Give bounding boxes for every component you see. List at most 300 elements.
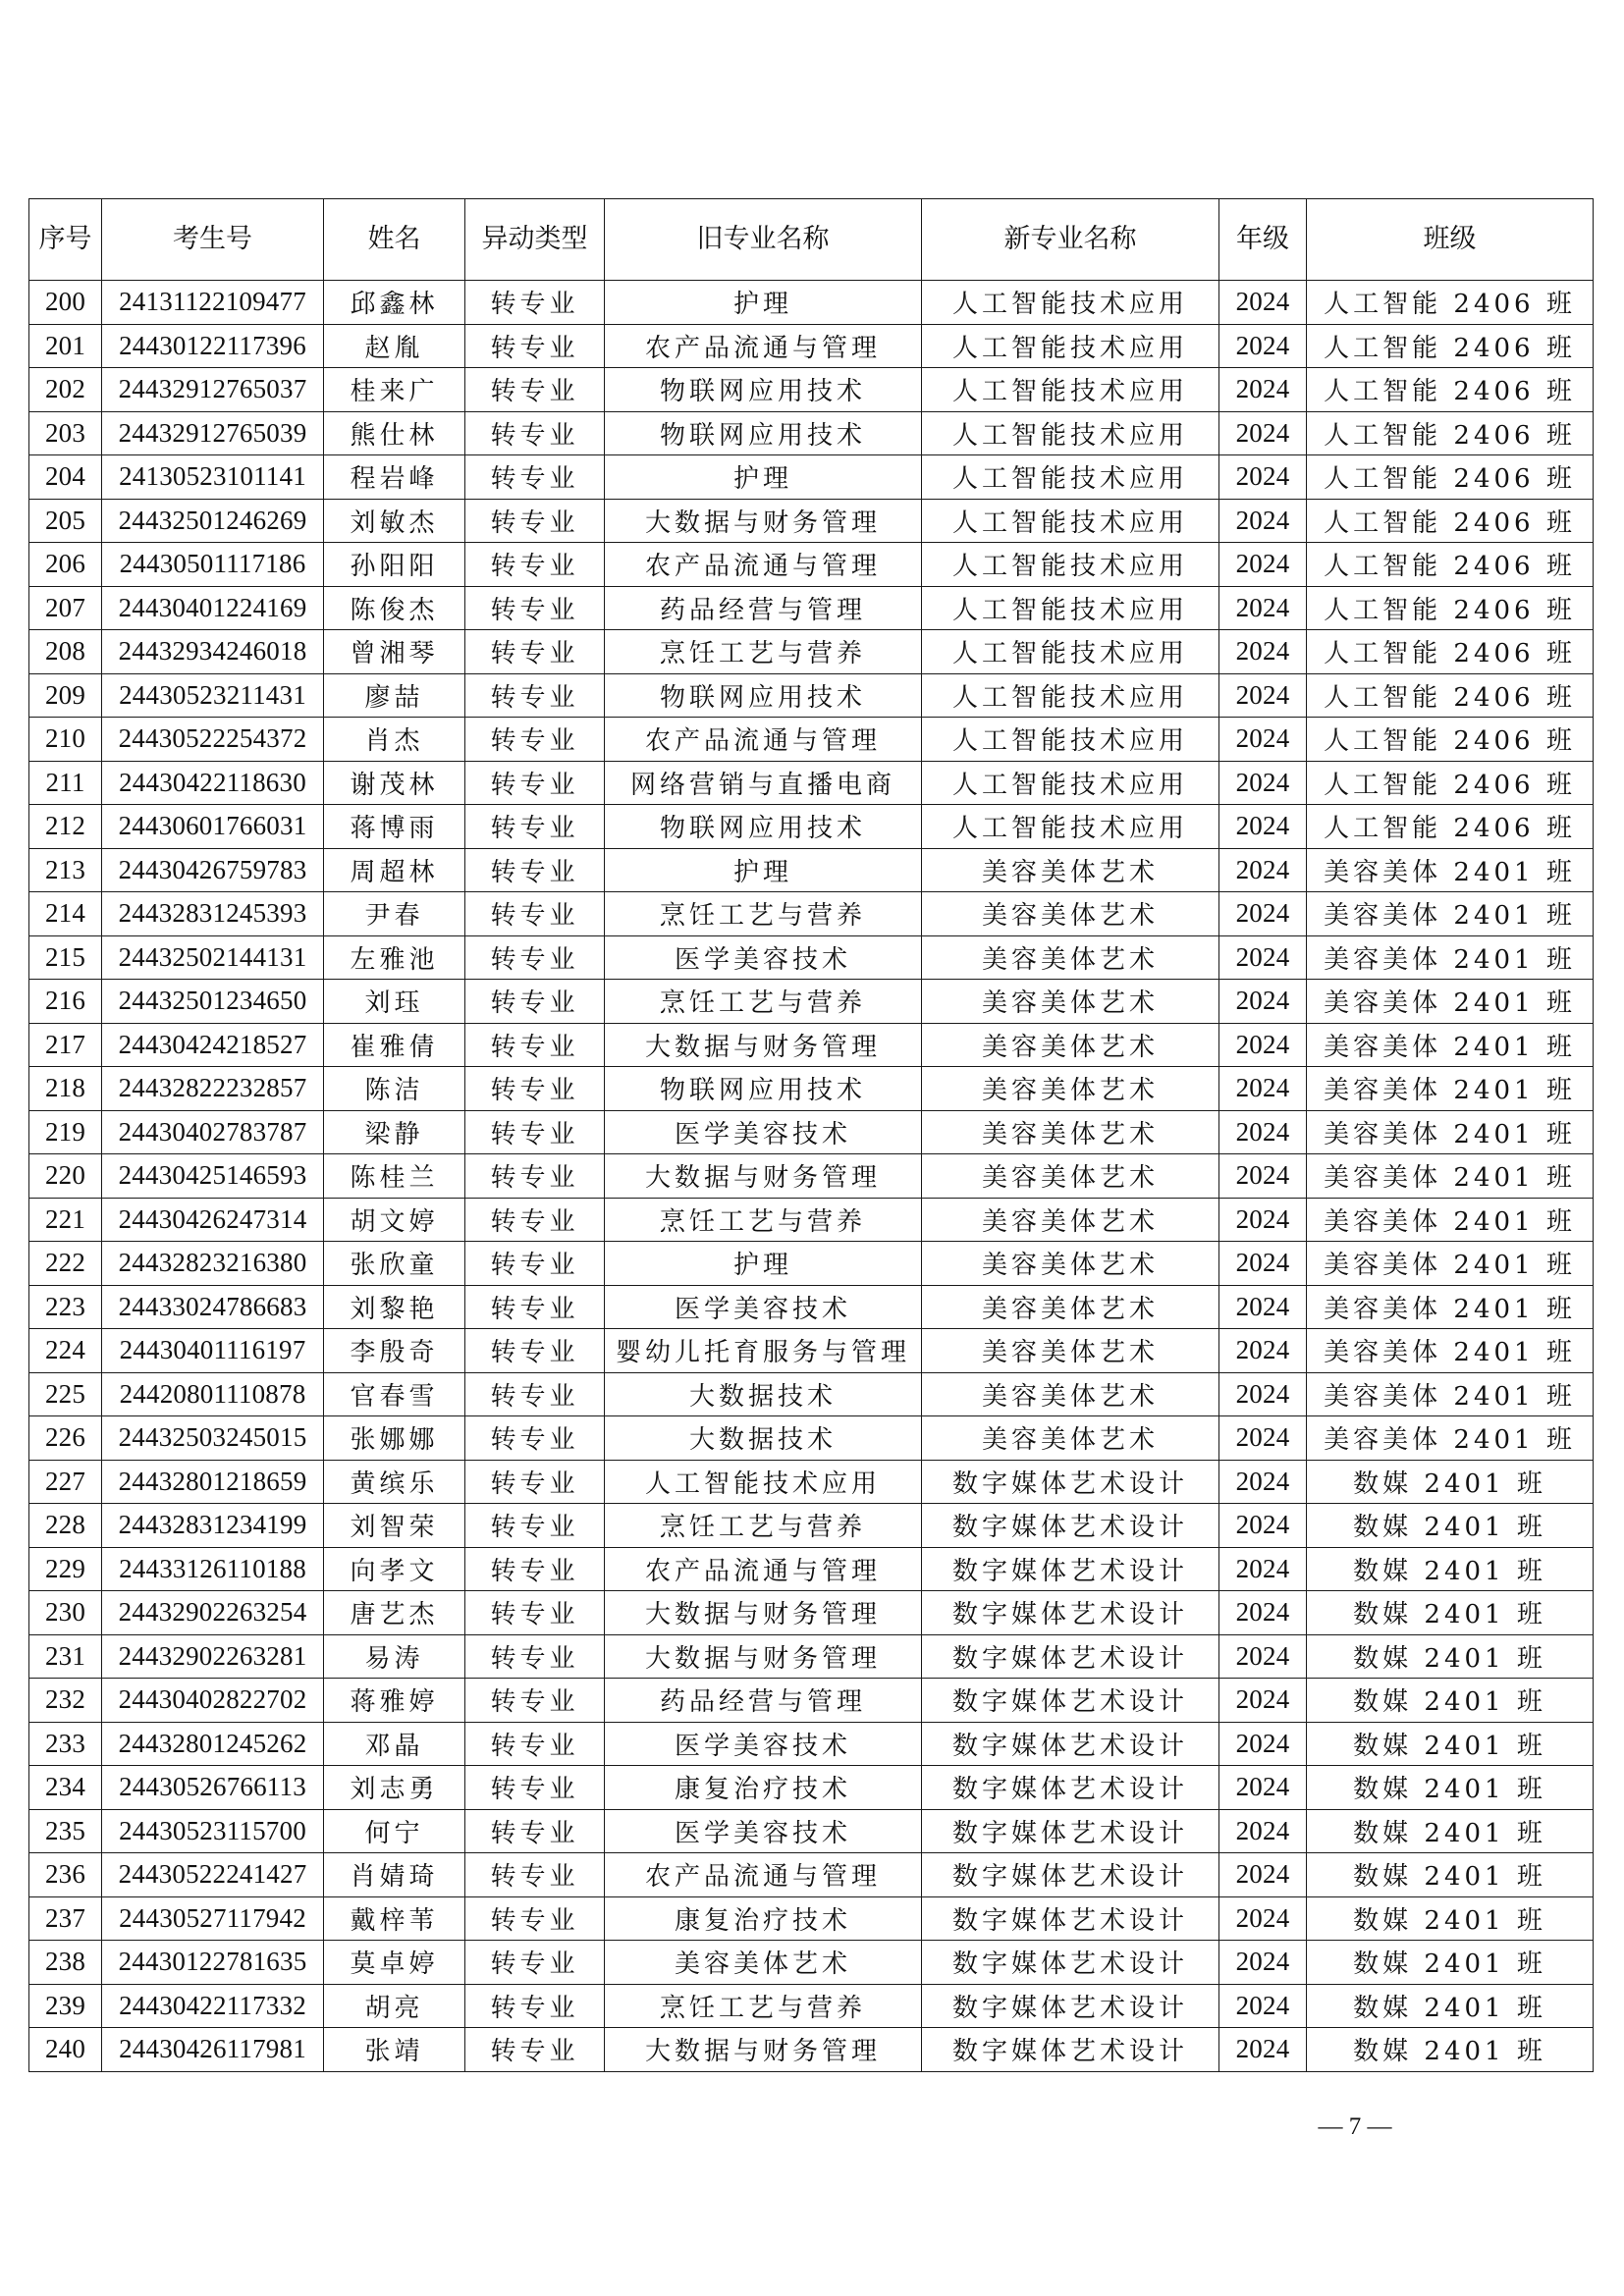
cell-class: 人工智能 2406 班 xyxy=(1307,586,1594,630)
cell-name: 蒋雅婷 xyxy=(324,1679,465,1723)
table-row xyxy=(29,673,1594,718)
cell-change-type: 转专业 xyxy=(465,1547,605,1591)
cell-index: 219 xyxy=(29,1110,102,1154)
cell-exam-number: 24432831245393 xyxy=(102,892,324,936)
cell-exam-number: 24430122117396 xyxy=(102,324,324,368)
cell-grade: 2024 xyxy=(1219,411,1307,455)
cell-name: 肖杰 xyxy=(324,718,465,762)
table-row xyxy=(29,848,1594,892)
header-grade: 年级 xyxy=(1219,199,1307,281)
cell-index: 217 xyxy=(29,1023,102,1067)
cell-grade: 2024 xyxy=(1219,324,1307,368)
cell-grade: 2024 xyxy=(1219,1329,1307,1373)
cell-class: 数媒 2401 班 xyxy=(1307,1853,1594,1897)
cell-change-type: 转专业 xyxy=(465,980,605,1024)
header-exam-number: 考生号 xyxy=(102,199,324,281)
cell-name: 官春雪 xyxy=(324,1372,465,1416)
cell-grade: 2024 xyxy=(1219,1809,1307,1853)
cell-class: 人工智能 2406 班 xyxy=(1307,630,1594,674)
cell-change-type: 转专业 xyxy=(465,1896,605,1941)
cell-new-major: 美容美体艺术 xyxy=(922,1329,1219,1373)
cell-grade: 2024 xyxy=(1219,1984,1307,2028)
table-row xyxy=(29,1460,1594,1504)
table-row xyxy=(29,1110,1594,1154)
cell-change-type: 转专业 xyxy=(465,761,605,805)
cell-exam-number: 24432902263281 xyxy=(102,1634,324,1679)
cell-change-type: 转专业 xyxy=(465,1023,605,1067)
table-row xyxy=(29,980,1594,1024)
cell-old-major: 网络营销与直播电商 xyxy=(605,761,922,805)
cell-name: 张欣童 xyxy=(324,1242,465,1286)
cell-old-major: 烹饪工艺与营养 xyxy=(605,1198,922,1242)
cell-grade: 2024 xyxy=(1219,935,1307,980)
cell-grade: 2024 xyxy=(1219,586,1307,630)
cell-index: 206 xyxy=(29,543,102,587)
cell-new-major: 数字媒体艺术设计 xyxy=(922,1722,1219,1766)
table-row xyxy=(29,1896,1594,1941)
cell-index: 211 xyxy=(29,761,102,805)
cell-name: 陈桂兰 xyxy=(324,1154,465,1199)
cell-index: 212 xyxy=(29,805,102,849)
table-row xyxy=(29,1067,1594,1111)
cell-exam-number: 24432822232857 xyxy=(102,1067,324,1111)
cell-class: 数媒 2401 班 xyxy=(1307,1460,1594,1504)
cell-exam-number: 24430527117942 xyxy=(102,1896,324,1941)
cell-name: 唐艺杰 xyxy=(324,1591,465,1635)
cell-old-major: 美容美体艺术 xyxy=(605,1941,922,1985)
table-row xyxy=(29,543,1594,587)
cell-index: 227 xyxy=(29,1460,102,1504)
cell-name: 廖喆 xyxy=(324,673,465,718)
table-row xyxy=(29,1591,1594,1635)
table-row xyxy=(29,761,1594,805)
cell-old-major: 烹饪工艺与营养 xyxy=(605,1984,922,2028)
cell-exam-number: 24430523211431 xyxy=(102,673,324,718)
cell-index: 204 xyxy=(29,455,102,500)
cell-class: 人工智能 2406 班 xyxy=(1307,324,1594,368)
cell-new-major: 数字媒体艺术设计 xyxy=(922,1809,1219,1853)
cell-index: 225 xyxy=(29,1372,102,1416)
cell-class: 人工智能 2406 班 xyxy=(1307,805,1594,849)
cell-index: 221 xyxy=(29,1198,102,1242)
cell-exam-number: 24432912765039 xyxy=(102,411,324,455)
cell-name: 桂来广 xyxy=(324,368,465,412)
cell-new-major: 数字媒体艺术设计 xyxy=(922,1679,1219,1723)
cell-index: 231 xyxy=(29,1634,102,1679)
cell-old-major: 农产品流通与管理 xyxy=(605,718,922,762)
cell-exam-number: 24430523115700 xyxy=(102,1809,324,1853)
cell-old-major: 医学美容技术 xyxy=(605,1285,922,1329)
cell-change-type: 转专业 xyxy=(465,1766,605,1810)
cell-old-major: 大数据与财务管理 xyxy=(605,1154,922,1199)
cell-index: 223 xyxy=(29,1285,102,1329)
cell-index: 224 xyxy=(29,1329,102,1373)
cell-old-major: 药品经营与管理 xyxy=(605,1679,922,1723)
cell-new-major: 数字媒体艺术设计 xyxy=(922,1547,1219,1591)
cell-class: 美容美体 2401 班 xyxy=(1307,1416,1594,1461)
cell-exam-number: 24430601766031 xyxy=(102,805,324,849)
cell-exam-number: 24433126110188 xyxy=(102,1547,324,1591)
cell-class: 美容美体 2401 班 xyxy=(1307,1372,1594,1416)
cell-class: 美容美体 2401 班 xyxy=(1307,848,1594,892)
cell-index: 220 xyxy=(29,1154,102,1199)
cell-new-major: 数字媒体艺术设计 xyxy=(922,1460,1219,1504)
cell-grade: 2024 xyxy=(1219,1416,1307,1461)
cell-class: 数媒 2401 班 xyxy=(1307,1547,1594,1591)
cell-grade: 2024 xyxy=(1219,1679,1307,1723)
cell-index: 213 xyxy=(29,848,102,892)
cell-name: 刘敏杰 xyxy=(324,499,465,543)
cell-change-type: 转专业 xyxy=(465,805,605,849)
cell-grade: 2024 xyxy=(1219,1372,1307,1416)
cell-change-type: 转专业 xyxy=(465,324,605,368)
cell-old-major: 人工智能技术应用 xyxy=(605,1460,922,1504)
page-number: — 7 — xyxy=(1318,2113,1392,2140)
table-row xyxy=(29,935,1594,980)
cell-name: 胡亮 xyxy=(324,1984,465,2028)
cell-class: 数媒 2401 班 xyxy=(1307,1896,1594,1941)
table-header-row xyxy=(29,199,1594,281)
cell-grade: 2024 xyxy=(1219,1766,1307,1810)
cell-name: 赵胤 xyxy=(324,324,465,368)
cell-index: 228 xyxy=(29,1504,102,1548)
header-class: 班级 xyxy=(1307,199,1594,281)
cell-old-major: 护理 xyxy=(605,281,922,325)
cell-new-major: 数字媒体艺术设计 xyxy=(922,1896,1219,1941)
cell-new-major: 数字媒体艺术设计 xyxy=(922,1853,1219,1897)
cell-old-major: 烹饪工艺与营养 xyxy=(605,980,922,1024)
table-row xyxy=(29,2028,1594,2072)
cell-exam-number: 24430422118630 xyxy=(102,761,324,805)
cell-exam-number: 24433024786683 xyxy=(102,1285,324,1329)
header-change-type: 异动类型 xyxy=(465,199,605,281)
cell-old-major: 婴幼儿托育服务与管理 xyxy=(605,1329,922,1373)
cell-grade: 2024 xyxy=(1219,543,1307,587)
cell-exam-number: 24430425146593 xyxy=(102,1154,324,1199)
cell-grade: 2024 xyxy=(1219,1023,1307,1067)
cell-old-major: 护理 xyxy=(605,1242,922,1286)
table-row xyxy=(29,1023,1594,1067)
cell-old-major: 烹饪工艺与营养 xyxy=(605,1504,922,1548)
header-new-major: 新专业名称 xyxy=(922,199,1219,281)
cell-change-type: 转专业 xyxy=(465,1067,605,1111)
table-row xyxy=(29,1679,1594,1723)
cell-name: 谢茂林 xyxy=(324,761,465,805)
cell-new-major: 人工智能技术应用 xyxy=(922,630,1219,674)
cell-old-major: 物联网应用技术 xyxy=(605,673,922,718)
cell-grade: 2024 xyxy=(1219,1110,1307,1154)
cell-name: 黄缤乐 xyxy=(324,1460,465,1504)
cell-change-type: 转专业 xyxy=(465,1329,605,1373)
cell-grade: 2024 xyxy=(1219,281,1307,325)
cell-name: 周超林 xyxy=(324,848,465,892)
cell-old-major: 护理 xyxy=(605,848,922,892)
cell-change-type: 转专业 xyxy=(465,935,605,980)
cell-grade: 2024 xyxy=(1219,1198,1307,1242)
cell-class: 美容美体 2401 班 xyxy=(1307,1285,1594,1329)
cell-index: 208 xyxy=(29,630,102,674)
cell-name: 熊仕林 xyxy=(324,411,465,455)
cell-grade: 2024 xyxy=(1219,455,1307,500)
table-row xyxy=(29,324,1594,368)
cell-old-major: 物联网应用技术 xyxy=(605,805,922,849)
cell-change-type: 转专业 xyxy=(465,1809,605,1853)
cell-new-major: 人工智能技术应用 xyxy=(922,543,1219,587)
cell-class: 美容美体 2401 班 xyxy=(1307,892,1594,936)
cell-grade: 2024 xyxy=(1219,1853,1307,1897)
cell-new-major: 人工智能技术应用 xyxy=(922,805,1219,849)
cell-name: 陈洁 xyxy=(324,1067,465,1111)
cell-change-type: 转专业 xyxy=(465,1372,605,1416)
cell-name: 胡文婷 xyxy=(324,1198,465,1242)
cell-exam-number: 24430426247314 xyxy=(102,1198,324,1242)
cell-exam-number: 24432801218659 xyxy=(102,1460,324,1504)
cell-exam-number: 24432902263254 xyxy=(102,1591,324,1635)
cell-name: 刘黎艳 xyxy=(324,1285,465,1329)
cell-exam-number: 24430526766113 xyxy=(102,1766,324,1810)
cell-index: 202 xyxy=(29,368,102,412)
cell-index: 232 xyxy=(29,1679,102,1723)
cell-index: 233 xyxy=(29,1722,102,1766)
cell-exam-number: 24432501246269 xyxy=(102,499,324,543)
cell-class: 数媒 2401 班 xyxy=(1307,1809,1594,1853)
cell-old-major: 护理 xyxy=(605,455,922,500)
cell-grade: 2024 xyxy=(1219,1285,1307,1329)
cell-change-type: 转专业 xyxy=(465,1460,605,1504)
cell-exam-number: 24432934246018 xyxy=(102,630,324,674)
cell-grade: 2024 xyxy=(1219,368,1307,412)
cell-index: 236 xyxy=(29,1853,102,1897)
cell-grade: 2024 xyxy=(1219,2028,1307,2072)
cell-name: 肖婧琦 xyxy=(324,1853,465,1897)
cell-exam-number: 24432912765037 xyxy=(102,368,324,412)
cell-old-major: 医学美容技术 xyxy=(605,1110,922,1154)
table-row xyxy=(29,630,1594,674)
cell-grade: 2024 xyxy=(1219,1242,1307,1286)
cell-name: 梁静 xyxy=(324,1110,465,1154)
cell-exam-number: 24430522241427 xyxy=(102,1853,324,1897)
cell-new-major: 美容美体艺术 xyxy=(922,1242,1219,1286)
cell-index: 226 xyxy=(29,1416,102,1461)
table-row xyxy=(29,1154,1594,1199)
cell-old-major: 医学美容技术 xyxy=(605,1809,922,1853)
cell-class: 数媒 2401 班 xyxy=(1307,1504,1594,1548)
table-row xyxy=(29,1416,1594,1461)
cell-new-major: 人工智能技术应用 xyxy=(922,761,1219,805)
cell-old-major: 农产品流通与管理 xyxy=(605,1547,922,1591)
table-row xyxy=(29,1329,1594,1373)
cell-grade: 2024 xyxy=(1219,805,1307,849)
cell-new-major: 数字媒体艺术设计 xyxy=(922,1984,1219,2028)
cell-index: 200 xyxy=(29,281,102,325)
cell-change-type: 转专业 xyxy=(465,1416,605,1461)
cell-change-type: 转专业 xyxy=(465,892,605,936)
cell-class: 人工智能 2406 班 xyxy=(1307,368,1594,412)
cell-name: 程岩峰 xyxy=(324,455,465,500)
cell-change-type: 转专业 xyxy=(465,673,605,718)
cell-change-type: 转专业 xyxy=(465,1110,605,1154)
cell-old-major: 大数据与财务管理 xyxy=(605,1591,922,1635)
cell-new-major: 美容美体艺术 xyxy=(922,980,1219,1024)
cell-new-major: 美容美体艺术 xyxy=(922,1110,1219,1154)
cell-name: 蒋博雨 xyxy=(324,805,465,849)
cell-class: 美容美体 2401 班 xyxy=(1307,935,1594,980)
table-row xyxy=(29,1547,1594,1591)
cell-index: 205 xyxy=(29,499,102,543)
cell-grade: 2024 xyxy=(1219,1896,1307,1941)
cell-change-type: 转专业 xyxy=(465,1634,605,1679)
cell-exam-number: 24432831234199 xyxy=(102,1504,324,1548)
cell-grade: 2024 xyxy=(1219,848,1307,892)
cell-exam-number: 24430522254372 xyxy=(102,718,324,762)
cell-exam-number: 24430401224169 xyxy=(102,586,324,630)
cell-exam-number: 24430501117186 xyxy=(102,543,324,587)
cell-grade: 2024 xyxy=(1219,1154,1307,1199)
cell-class: 人工智能 2406 班 xyxy=(1307,455,1594,500)
cell-name: 曾湘琴 xyxy=(324,630,465,674)
cell-grade: 2024 xyxy=(1219,1460,1307,1504)
cell-class: 数媒 2401 班 xyxy=(1307,1634,1594,1679)
cell-new-major: 人工智能技术应用 xyxy=(922,586,1219,630)
cell-index: 230 xyxy=(29,1591,102,1635)
cell-new-major: 美容美体艺术 xyxy=(922,848,1219,892)
cell-new-major: 数字媒体艺术设计 xyxy=(922,1941,1219,1985)
cell-class: 数媒 2401 班 xyxy=(1307,1766,1594,1810)
cell-name: 孙阳阳 xyxy=(324,543,465,587)
cell-name: 陈俊杰 xyxy=(324,586,465,630)
table-body xyxy=(29,281,1594,2072)
cell-name: 刘珏 xyxy=(324,980,465,1024)
cell-index: 222 xyxy=(29,1242,102,1286)
cell-name: 戴梓苇 xyxy=(324,1896,465,1941)
cell-name: 刘志勇 xyxy=(324,1766,465,1810)
table-row xyxy=(29,281,1594,325)
header-old-major: 旧专业名称 xyxy=(605,199,922,281)
cell-exam-number: 24432503245015 xyxy=(102,1416,324,1461)
cell-old-major: 农产品流通与管理 xyxy=(605,543,922,587)
cell-class: 人工智能 2406 班 xyxy=(1307,761,1594,805)
cell-change-type: 转专业 xyxy=(465,1853,605,1897)
cell-class: 人工智能 2406 班 xyxy=(1307,411,1594,455)
cell-index: 238 xyxy=(29,1941,102,1985)
cell-exam-number: 24432502144131 xyxy=(102,935,324,980)
cell-class: 数媒 2401 班 xyxy=(1307,1722,1594,1766)
cell-class: 美容美体 2401 班 xyxy=(1307,1198,1594,1242)
cell-class: 数媒 2401 班 xyxy=(1307,2028,1594,2072)
table-row xyxy=(29,1372,1594,1416)
cell-index: 235 xyxy=(29,1809,102,1853)
table-row xyxy=(29,368,1594,412)
cell-exam-number: 24430424218527 xyxy=(102,1023,324,1067)
cell-change-type: 转专业 xyxy=(465,1242,605,1286)
header-name: 姓名 xyxy=(324,199,465,281)
cell-class: 美容美体 2401 班 xyxy=(1307,1154,1594,1199)
cell-name: 左雅池 xyxy=(324,935,465,980)
cell-old-major: 大数据与财务管理 xyxy=(605,2028,922,2072)
cell-class: 人工智能 2406 班 xyxy=(1307,499,1594,543)
cell-new-major: 美容美体艺术 xyxy=(922,892,1219,936)
cell-change-type: 转专业 xyxy=(465,848,605,892)
table-row xyxy=(29,1504,1594,1548)
cell-change-type: 转专业 xyxy=(465,281,605,325)
cell-change-type: 转专业 xyxy=(465,368,605,412)
cell-name: 莫卓婷 xyxy=(324,1941,465,1985)
cell-exam-number: 24430426759783 xyxy=(102,848,324,892)
cell-grade: 2024 xyxy=(1219,1547,1307,1591)
cell-new-major: 美容美体艺术 xyxy=(922,1023,1219,1067)
cell-name: 邓晶 xyxy=(324,1722,465,1766)
table-row xyxy=(29,499,1594,543)
cell-index: 239 xyxy=(29,1984,102,2028)
cell-class: 美容美体 2401 班 xyxy=(1307,1329,1594,1373)
header-index: 序号 xyxy=(29,199,102,281)
cell-exam-number: 24432801245262 xyxy=(102,1722,324,1766)
cell-old-major: 医学美容技术 xyxy=(605,1722,922,1766)
cell-change-type: 转专业 xyxy=(465,1198,605,1242)
cell-change-type: 转专业 xyxy=(465,586,605,630)
table-row xyxy=(29,1809,1594,1853)
cell-exam-number: 24130523101141 xyxy=(102,455,324,500)
cell-old-major: 物联网应用技术 xyxy=(605,368,922,412)
cell-change-type: 转专业 xyxy=(465,1722,605,1766)
cell-class: 美容美体 2401 班 xyxy=(1307,1242,1594,1286)
cell-index: 209 xyxy=(29,673,102,718)
cell-exam-number: 24430402783787 xyxy=(102,1110,324,1154)
cell-old-major: 大数据与财务管理 xyxy=(605,499,922,543)
cell-grade: 2024 xyxy=(1219,1941,1307,1985)
cell-class: 人工智能 2406 班 xyxy=(1307,543,1594,587)
cell-new-major: 美容美体艺术 xyxy=(922,1372,1219,1416)
cell-exam-number: 24430426117981 xyxy=(102,2028,324,2072)
cell-exam-number: 24420801110878 xyxy=(102,1372,324,1416)
cell-new-major: 美容美体艺术 xyxy=(922,1198,1219,1242)
cell-grade: 2024 xyxy=(1219,673,1307,718)
cell-change-type: 转专业 xyxy=(465,1941,605,1985)
cell-old-major: 农产品流通与管理 xyxy=(605,324,922,368)
table-row xyxy=(29,411,1594,455)
cell-change-type: 转专业 xyxy=(465,1504,605,1548)
cell-grade: 2024 xyxy=(1219,1722,1307,1766)
cell-change-type: 转专业 xyxy=(465,1285,605,1329)
cell-new-major: 数字媒体艺术设计 xyxy=(922,1634,1219,1679)
cell-old-major: 物联网应用技术 xyxy=(605,411,922,455)
table-row xyxy=(29,1941,1594,1985)
cell-grade: 2024 xyxy=(1219,1634,1307,1679)
cell-grade: 2024 xyxy=(1219,761,1307,805)
cell-new-major: 人工智能技术应用 xyxy=(922,718,1219,762)
cell-change-type: 转专业 xyxy=(465,543,605,587)
cell-grade: 2024 xyxy=(1219,980,1307,1024)
cell-grade: 2024 xyxy=(1219,892,1307,936)
cell-class: 美容美体 2401 班 xyxy=(1307,1023,1594,1067)
cell-old-major: 农产品流通与管理 xyxy=(605,1853,922,1897)
table-row xyxy=(29,805,1594,849)
cell-new-major: 人工智能技术应用 xyxy=(922,281,1219,325)
cell-grade: 2024 xyxy=(1219,499,1307,543)
cell-old-major: 大数据技术 xyxy=(605,1416,922,1461)
cell-old-major: 药品经营与管理 xyxy=(605,586,922,630)
table-row xyxy=(29,1853,1594,1897)
cell-index: 210 xyxy=(29,718,102,762)
cell-new-major: 数字媒体艺术设计 xyxy=(922,1504,1219,1548)
cell-old-major: 康复治疗技术 xyxy=(605,1766,922,1810)
cell-new-major: 数字媒体艺术设计 xyxy=(922,2028,1219,2072)
cell-new-major: 美容美体艺术 xyxy=(922,1416,1219,1461)
cell-name: 邱鑫林 xyxy=(324,281,465,325)
cell-new-major: 人工智能技术应用 xyxy=(922,499,1219,543)
cell-change-type: 转专业 xyxy=(465,1591,605,1635)
table-row xyxy=(29,1766,1594,1810)
